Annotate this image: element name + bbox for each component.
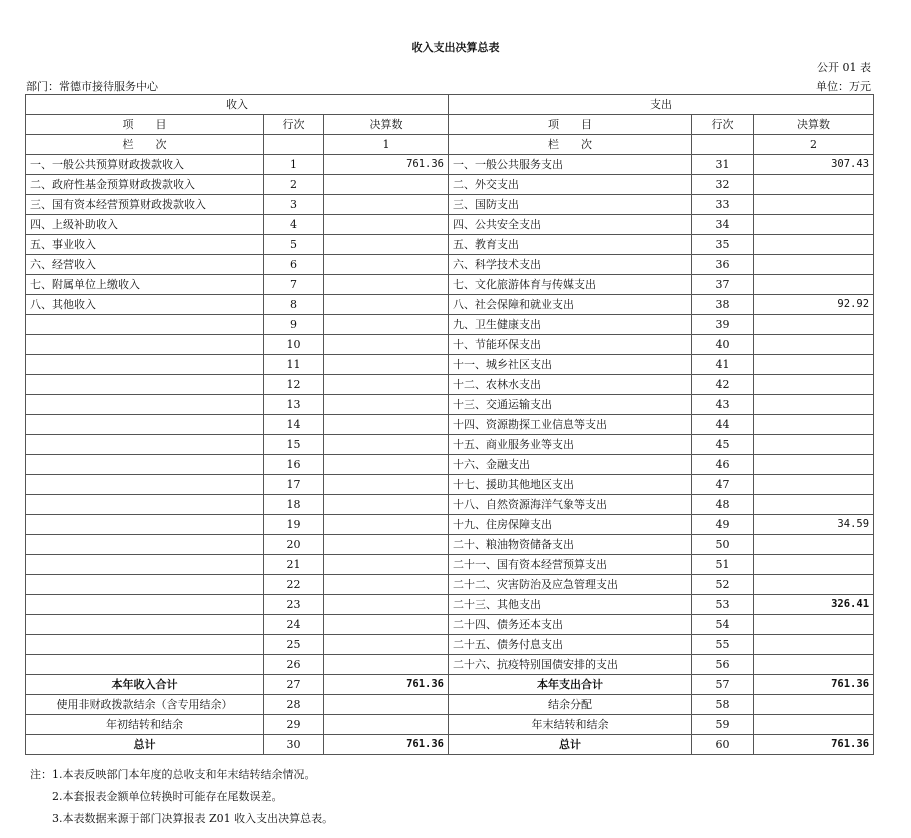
income-expense-table	[25, 94, 874, 755]
expense-amount	[754, 315, 874, 335]
expense-amount	[754, 475, 874, 495]
income-row-number: 18	[264, 495, 324, 515]
income-row-number: 20	[264, 535, 324, 555]
income-item	[26, 355, 264, 375]
expense-amount	[754, 375, 874, 395]
expense-item: 二十四、债务还本支出	[449, 615, 692, 635]
income-amount	[324, 475, 449, 495]
expense-item: 十一、城乡社区支出	[449, 355, 692, 375]
income-row-number: 10	[264, 335, 324, 355]
income-lanci-empty	[264, 135, 324, 155]
income-item	[26, 635, 264, 655]
expense-amount: 307.43	[754, 155, 874, 175]
summary-row	[26, 735, 874, 755]
expense-amount: 92.92	[754, 295, 874, 315]
expense-item: 十六、金融支出	[449, 455, 692, 475]
income-amount	[324, 495, 449, 515]
table-row	[26, 575, 874, 595]
expense-amount	[754, 215, 874, 235]
expense-item: 二十、粮油物资储备支出	[449, 535, 692, 555]
summary-row	[26, 695, 874, 715]
income-row-number: 21	[264, 555, 324, 575]
expense-item: 四、公共安全支出	[449, 215, 692, 235]
income-row-number: 19	[264, 515, 324, 535]
income-item	[26, 455, 264, 475]
expense-summary-item: 年末结转和结余	[449, 715, 692, 735]
expense-item-header: 项 目	[449, 115, 692, 135]
expense-row-number: 45	[692, 435, 754, 455]
table-row	[26, 475, 874, 495]
expense-summary-item: 总计	[449, 735, 692, 755]
table-row	[26, 415, 874, 435]
expense-row-number: 56	[692, 655, 754, 675]
income-item: 一、一般公共预算财政拨款收入	[26, 155, 264, 175]
income-amount	[324, 615, 449, 635]
expense-row-number: 38	[692, 295, 754, 315]
footnotes	[30, 764, 333, 830]
income-amount	[324, 415, 449, 435]
income-amount	[324, 375, 449, 395]
income-amount	[324, 555, 449, 575]
expense-amount	[754, 255, 874, 275]
income-row-number: 12	[264, 375, 324, 395]
department-label: 部门：常德市接待服务中心	[26, 80, 158, 93]
income-amount	[324, 595, 449, 615]
income-row-header: 行次	[264, 115, 324, 135]
income-summary-row-number: 30	[264, 735, 324, 755]
expense-group-header: 支出	[449, 95, 874, 115]
table-row	[26, 435, 874, 455]
expense-amount: 34.59	[754, 515, 874, 535]
income-row-number: 13	[264, 395, 324, 415]
expense-summary-amount: 761.36	[754, 675, 874, 695]
table-row	[26, 555, 874, 575]
note-1: 注：1.本表反映部门本年度的总收支和年末结转结余情况。	[30, 768, 316, 781]
income-item	[26, 335, 264, 355]
income-amount	[324, 255, 449, 275]
expense-item: 一、一般公共服务支出	[449, 155, 692, 175]
income-item: 五、事业收入	[26, 235, 264, 255]
expense-amount	[754, 655, 874, 675]
income-item	[26, 615, 264, 635]
expense-item: 十三、交通运输支出	[449, 395, 692, 415]
income-row-number: 16	[264, 455, 324, 475]
income-summary-amount	[324, 695, 449, 715]
expense-summary-amount	[754, 695, 874, 715]
table-row	[26, 335, 874, 355]
income-amount	[324, 235, 449, 255]
income-row-number: 9	[264, 315, 324, 335]
table-row	[26, 315, 874, 335]
income-summary-amount: 761.36	[324, 675, 449, 695]
income-summary-amount	[324, 715, 449, 735]
expense-amount	[754, 415, 874, 435]
income-item	[26, 435, 264, 455]
expense-row-number: 54	[692, 615, 754, 635]
expense-amount	[754, 535, 874, 555]
expense-row-number: 42	[692, 375, 754, 395]
table-row	[26, 455, 874, 475]
expense-summary-amount	[754, 715, 874, 735]
table-row	[26, 215, 874, 235]
table-row	[26, 635, 874, 655]
income-summary-item: 年初结转和结余	[26, 715, 264, 735]
table-row	[26, 155, 874, 175]
expense-row-number: 48	[692, 495, 754, 515]
table-row	[26, 595, 874, 615]
table-row	[26, 515, 874, 535]
expense-item: 十七、援助其他地区支出	[449, 475, 692, 495]
summary-row	[26, 715, 874, 735]
note-2: 2.本套报表金额单位转换时可能存在尾数误差。	[52, 790, 283, 803]
table-row	[26, 495, 874, 515]
table-row	[26, 255, 874, 275]
income-column-number: 1	[324, 135, 449, 155]
expense-item: 二十五、债务付息支出	[449, 635, 692, 655]
expense-amount	[754, 555, 874, 575]
income-row-number: 6	[264, 255, 324, 275]
expense-row-number: 53	[692, 595, 754, 615]
income-summary-row-number: 29	[264, 715, 324, 735]
income-amount	[324, 455, 449, 475]
table-row	[26, 295, 874, 315]
income-amount	[324, 515, 449, 535]
income-row-number: 14	[264, 415, 324, 435]
table-row	[26, 395, 874, 415]
summary-row	[26, 675, 874, 695]
expense-amount-header: 决算数	[754, 115, 874, 135]
expense-item: 十四、资源勘探工业信息等支出	[449, 415, 692, 435]
expense-amount	[754, 455, 874, 475]
expense-lanci-empty	[692, 135, 754, 155]
expense-item: 七、文化旅游体育与传媒支出	[449, 275, 692, 295]
expense-item: 九、卫生健康支出	[449, 315, 692, 335]
income-row-number: 3	[264, 195, 324, 215]
income-row-number: 23	[264, 595, 324, 615]
expense-amount	[754, 355, 874, 375]
income-item: 二、政府性基金预算财政拨款收入	[26, 175, 264, 195]
income-item	[26, 515, 264, 535]
expense-row-number: 40	[692, 335, 754, 355]
column-header-row	[26, 115, 874, 135]
expense-amount	[754, 495, 874, 515]
income-summary-item: 本年收入合计	[26, 675, 264, 695]
income-item	[26, 395, 264, 415]
income-summary-row-number: 27	[264, 675, 324, 695]
expense-column-number: 2	[754, 135, 874, 155]
expense-summary-row-number: 58	[692, 695, 754, 715]
income-row-number: 17	[264, 475, 324, 495]
expense-row-number: 51	[692, 555, 754, 575]
table-row	[26, 175, 874, 195]
income-row-number: 2	[264, 175, 324, 195]
expense-row-header: 行次	[692, 115, 754, 135]
expense-row-number: 55	[692, 635, 754, 655]
expense-item: 十八、自然资源海洋气象等支出	[449, 495, 692, 515]
expense-amount	[754, 635, 874, 655]
expense-summary-row-number: 57	[692, 675, 754, 695]
income-group-header: 收入	[26, 95, 449, 115]
income-item	[26, 495, 264, 515]
expense-amount	[754, 175, 874, 195]
income-row-number: 25	[264, 635, 324, 655]
table-row	[26, 355, 874, 375]
income-row-number: 11	[264, 355, 324, 375]
income-item: 四、上级补助收入	[26, 215, 264, 235]
table-row	[26, 655, 874, 675]
income-row-number: 5	[264, 235, 324, 255]
income-lanci-label: 栏 次	[26, 135, 264, 155]
expense-item: 二十六、抗疫特别国债安排的支出	[449, 655, 692, 675]
income-amount	[324, 275, 449, 295]
income-amount	[324, 315, 449, 335]
income-amount	[324, 355, 449, 375]
expense-row-number: 31	[692, 155, 754, 175]
income-item	[26, 595, 264, 615]
expense-item: 十、节能环保支出	[449, 335, 692, 355]
income-amount-header: 决算数	[324, 115, 449, 135]
table-row	[26, 615, 874, 635]
expense-row-number: 34	[692, 215, 754, 235]
expense-row-number: 33	[692, 195, 754, 215]
unit-label: 单位：万元	[816, 80, 871, 93]
expense-summary-item: 本年支出合计	[449, 675, 692, 695]
expense-amount	[754, 195, 874, 215]
expense-row-number: 49	[692, 515, 754, 535]
expense-summary-item: 结余分配	[449, 695, 692, 715]
income-row-number: 24	[264, 615, 324, 635]
expense-row-number: 41	[692, 355, 754, 375]
expense-amount	[754, 435, 874, 455]
expense-row-number: 36	[692, 255, 754, 275]
income-row-number: 1	[264, 155, 324, 175]
expense-amount	[754, 275, 874, 295]
income-amount	[324, 195, 449, 215]
income-item	[26, 375, 264, 395]
income-item: 六、经营收入	[26, 255, 264, 275]
expense-amount: 326.41	[754, 595, 874, 615]
income-amount	[324, 575, 449, 595]
table-row	[26, 535, 874, 555]
table-row	[26, 235, 874, 255]
expense-row-number: 39	[692, 315, 754, 335]
income-amount	[324, 335, 449, 355]
expense-row-number: 52	[692, 575, 754, 595]
income-amount	[324, 215, 449, 235]
income-summary-row-number: 28	[264, 695, 324, 715]
expense-row-number: 50	[692, 535, 754, 555]
income-amount	[324, 395, 449, 415]
income-amount	[324, 635, 449, 655]
expense-amount	[754, 335, 874, 355]
expense-amount	[754, 575, 874, 595]
expense-amount	[754, 615, 874, 635]
expense-amount	[754, 395, 874, 415]
expense-row-number: 37	[692, 275, 754, 295]
page-title: 收入支出决算总表	[411, 41, 500, 54]
income-item: 八、其他收入	[26, 295, 264, 315]
income-item-header: 项 目	[26, 115, 264, 135]
expense-summary-row-number: 60	[692, 735, 754, 755]
table-row	[26, 275, 874, 295]
expense-item: 十九、住房保障支出	[449, 515, 692, 535]
expense-summary-amount: 761.36	[754, 735, 874, 755]
income-row-number: 4	[264, 215, 324, 235]
expense-row-number: 35	[692, 235, 754, 255]
expense-item: 六、科学技术支出	[449, 255, 692, 275]
income-row-number: 15	[264, 435, 324, 455]
table-row	[26, 375, 874, 395]
income-item	[26, 535, 264, 555]
expense-item: 二十二、灾害防治及应急管理支出	[449, 575, 692, 595]
expense-amount	[754, 235, 874, 255]
income-row-number: 26	[264, 655, 324, 675]
income-summary-item: 总计	[26, 735, 264, 755]
income-item	[26, 475, 264, 495]
expense-row-number: 32	[692, 175, 754, 195]
expense-item: 二十一、国有资本经营预算支出	[449, 555, 692, 575]
expense-item: 三、国防支出	[449, 195, 692, 215]
income-amount	[324, 435, 449, 455]
table-row	[26, 195, 874, 215]
income-row-number: 8	[264, 295, 324, 315]
expense-row-number: 43	[692, 395, 754, 415]
lanci-row	[26, 135, 874, 155]
income-item	[26, 555, 264, 575]
expense-row-number: 47	[692, 475, 754, 495]
expense-item: 二十三、其他支出	[449, 595, 692, 615]
income-amount	[324, 535, 449, 555]
expense-item: 二、外交支出	[449, 175, 692, 195]
form-number: 公开 01 表	[817, 61, 871, 74]
income-item	[26, 575, 264, 595]
income-item: 七、附属单位上缴收入	[26, 275, 264, 295]
income-item	[26, 315, 264, 335]
expense-row-number: 46	[692, 455, 754, 475]
expense-lanci-label: 栏 次	[449, 135, 692, 155]
income-item: 三、国有资本经营预算财政拨款收入	[26, 195, 264, 215]
income-amount	[324, 655, 449, 675]
income-amount	[324, 295, 449, 315]
expense-item: 八、社会保障和就业支出	[449, 295, 692, 315]
note-3: 3.本表数据来源于部门决算报表 Z01 收入支出决算总表。	[52, 812, 334, 825]
income-item	[26, 415, 264, 435]
income-summary-amount: 761.36	[324, 735, 449, 755]
expense-item: 十五、商业服务业等支出	[449, 435, 692, 455]
expense-summary-row-number: 59	[692, 715, 754, 735]
expense-row-number: 44	[692, 415, 754, 435]
income-row-number: 7	[264, 275, 324, 295]
expense-item: 五、教育支出	[449, 235, 692, 255]
expense-item: 十二、农林水支出	[449, 375, 692, 395]
income-amount	[324, 175, 449, 195]
income-row-number: 22	[264, 575, 324, 595]
income-summary-item: 使用非财政拨款结余（含专用结余）	[26, 695, 264, 715]
income-item	[26, 655, 264, 675]
income-amount: 761.36	[324, 155, 449, 175]
group-header-row	[26, 95, 874, 115]
